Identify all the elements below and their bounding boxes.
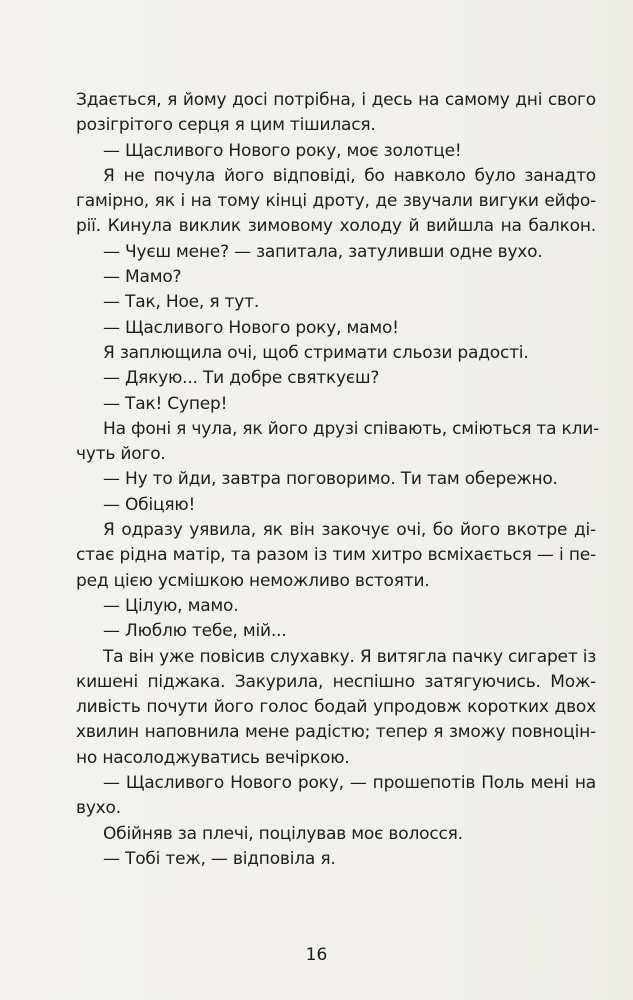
text-line: Здається, я йому досі потрібна, і десь на самому дні свого	[76, 90, 596, 110]
text-line: Я одразу уявила, як він закочує очі, бо його вкотре ді-	[103, 520, 596, 541]
text-line: — Цілую, мамо.	[103, 595, 239, 616]
text-line: Та він уже повісив слухавку. Я витягла пачку сигарет із	[103, 646, 597, 667]
text-line: — Щасливого Нового року, мамо!	[103, 317, 399, 338]
text-line: гамірно, як і на тому кінці дроту, де звучали вигуки ейфо-	[76, 191, 596, 212]
text-line: розігрітого серця я цим тішилася.	[76, 115, 376, 136]
text-line: — Так, Ное, я тут.	[103, 292, 260, 313]
text-line: ред цією усмішкою неможливо встояти.	[76, 570, 430, 591]
text-line: вухо.	[76, 798, 121, 819]
text-line: — Мамо?	[103, 267, 182, 288]
text-line: — Ну то йди, завтра поговоримо. Ти там обережно.	[103, 469, 558, 490]
text-line: Я заплющила очі, щоб стримати сльози радості.	[103, 342, 529, 363]
text-line: — Чуєш мене? — запитала, затуливши одне вухо.	[103, 241, 543, 262]
text-line: рії. Кинула виклик зимовому холоду й вийшла на балкон.	[76, 216, 596, 237]
text-line: — Люблю тебе, мій...	[103, 621, 287, 642]
page-number: 16	[305, 945, 328, 965]
text-line: Обійняв за плечі, поцілував моє волосся.	[103, 823, 463, 844]
body-text	[76, 88, 600, 872]
text-line: — Так! Супер!	[103, 393, 228, 414]
text-line: ливість почути його голос бодай упродовж коротких двох	[76, 697, 596, 718]
text-line: — Щасливого Нового року, моє золотце!	[103, 140, 462, 161]
text-line: — Щасливого Нового року, — прошепотів Поль мені на	[103, 773, 596, 794]
text-line: — Тобі теж, — відповіла я.	[103, 848, 336, 869]
text-line: чуть його.	[76, 444, 166, 465]
text-line: но насолоджуватись вечіркою.	[76, 747, 350, 768]
text-line: кишені піджака. Закурила, неспішно затягуючись. Мож-	[76, 671, 596, 692]
text-line: стає рідна матір, та разом із тим хитро всміхається — і пе-	[76, 545, 596, 566]
text-line: — Обіцяю!	[103, 494, 196, 515]
text-line: хвилин наповнила мене радістю; тепер я зможу повноцін-	[76, 722, 596, 743]
text-line: На фоні я чула, як його друзі співають, сміються та кли-	[103, 418, 600, 439]
text-line: Я не почула його відповіді, бо навколо було занадто	[103, 165, 596, 186]
text-line: — Дякую... Ти добре святкуєш?	[103, 368, 380, 389]
